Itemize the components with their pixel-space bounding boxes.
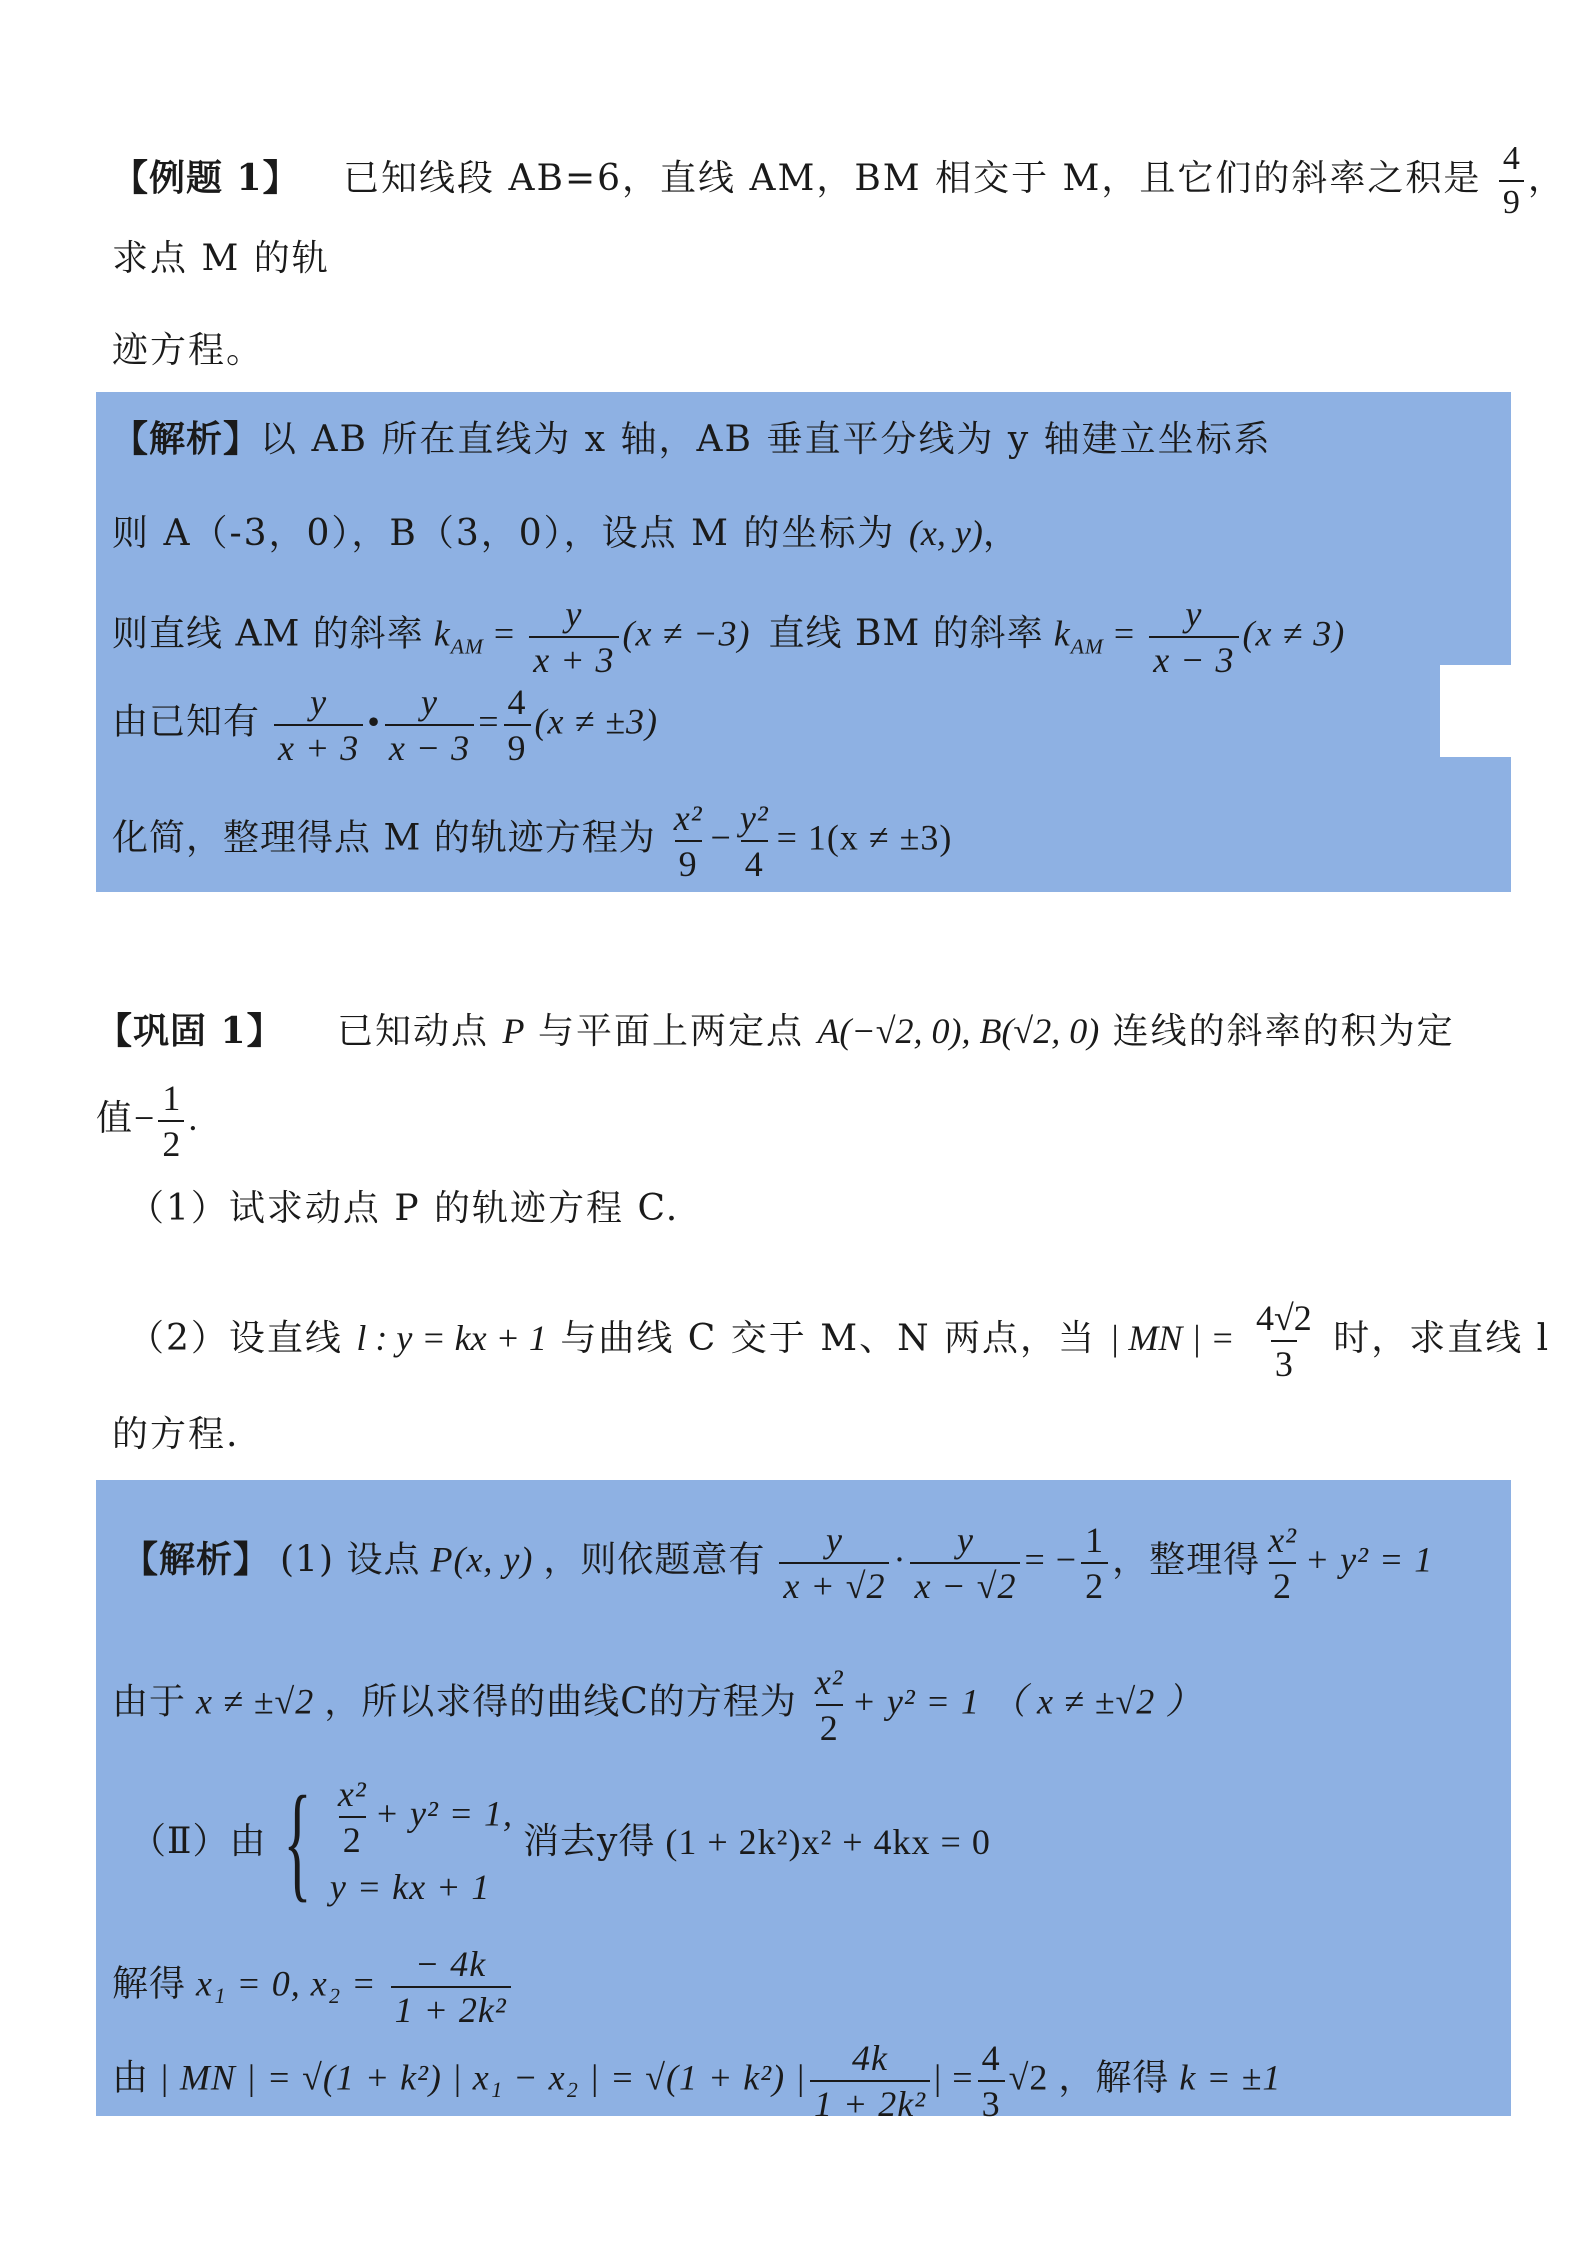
slope-am-fraction: $\frac{y}{x + 3}$ — [529, 596, 618, 678]
solution1-white-patch — [1440, 665, 1520, 757]
consolidate1-line2: 值− $\frac{1}{2}$ . — [96, 1078, 198, 1164]
system-brace: { — [283, 1769, 313, 1914]
example1-line2: 求点 M 的轨 — [112, 238, 330, 279]
solution1-line4: 由已知有 $\frac{y}{x + 3}$ • $\frac{y}{x - 3}$ = $\frac{4}{9}$ (x ≠ ±3) — [112, 682, 658, 768]
slope-bm-fraction: $\frac{y}{x - 3}$ — [1149, 596, 1238, 678]
equation-system: $\frac{\text{x²}}{2}$ + y² = 1, y = kx + 1 — [329, 1774, 514, 1907]
solution2-line5: 由 | MN | = √(1 + k²) | x₁ − x₂ | = √(1 + k²) | $\frac{4k}{\text{1 + 2k²}}$ | = $\frac{4}{3}$ √2 ，解得 k = ±1 — [112, 2038, 1282, 2124]
solution2-line4: 解得 x₁ = 0, x₂ = $\frac{- 4k}{\text{1 + 2k²}}$ — [112, 1946, 515, 2028]
example1-line3: 迹方程。 — [112, 330, 265, 371]
consolidate1-q1: （1）试求动点 P 的轨迹方程 C. — [128, 1188, 680, 1229]
consolidate1-q2: （2）设直线 l : y = kx + 1 与曲线 C 交于 M、N 两点，当 | MN | = $\frac{4√2}{3}$ 时，求直线 l — [128, 1298, 1551, 1384]
consolidate1-line1: 【巩固 1】 已知动点 P 与平面上两定点 A(−√2, 0), B(√2, 0) 连线的斜率的积为定 — [96, 1010, 1455, 1052]
solution1-line2: 则 A（-3，0），B（3，0），设点 M 的坐标为 (x, y)， — [112, 513, 1021, 554]
solution2-line2: 由于 x ≠ ±√2 ，所以求得的曲线C的方程为 $\frac{\text{x²}}{2}$ + y² = 1 （ x ≠ ±√2 ） — [112, 1662, 1203, 1748]
example1-text: 已知线段 AB=6，直线 AM，BM 相交于 M，且它们的斜率之积是 — [343, 158, 1482, 199]
solution1-line5: 化简，整理得点 M 的轨迹方程为 $\frac{\text{x²}}{9}$ − $\frac{\text{y²}}{4}$ = 1(x ≠ ±3) — [112, 798, 953, 884]
example1-tag: 【例题 1】 — [112, 157, 300, 199]
solution2-line3: （Ⅱ）由 { $\frac{\text{x²}}{2}$ + y² = 1, y = kx + 1 消去y得 (1 + 2k²)x² + 4kx = 0 — [130, 1769, 991, 1914]
solution1-line1: 【解析】以 AB 所在直线为 x 轴，AB 垂直平分线为 y 轴建立坐标系 — [112, 418, 1272, 460]
example1-line1: 【例题 1】 已知线段 AB=6，直线 AM，BM 相交于 M，且它们的斜率之积是 $\frac{4}{9}$ ， — [112, 140, 1566, 221]
solution2-line1: 【解析】 (1) 设点 P(x, y) ，则依题意有 $\frac{y}{x + √2}$ · $\frac{y}{x - √2}$ = − $\frac{1}{2}$ ，整理得 $\frac{\text{x²}}{2}$ + y² = 1 — [122, 1520, 1434, 1606]
consolidate1-q2-cont: 的方程. — [112, 1414, 240, 1455]
example1-fraction: $\frac{4}{9}$ — [1499, 142, 1524, 220]
solution1-line3: 则直线 AM 的斜率 $k_{AM}$ = $\frac{y}{x + 3}$ (x ≠ −3) 直线 BM 的斜率 $k_{AM}$ = $\frac{y}{x - 3}$ (x ≠ 3) — [112, 594, 1346, 680]
